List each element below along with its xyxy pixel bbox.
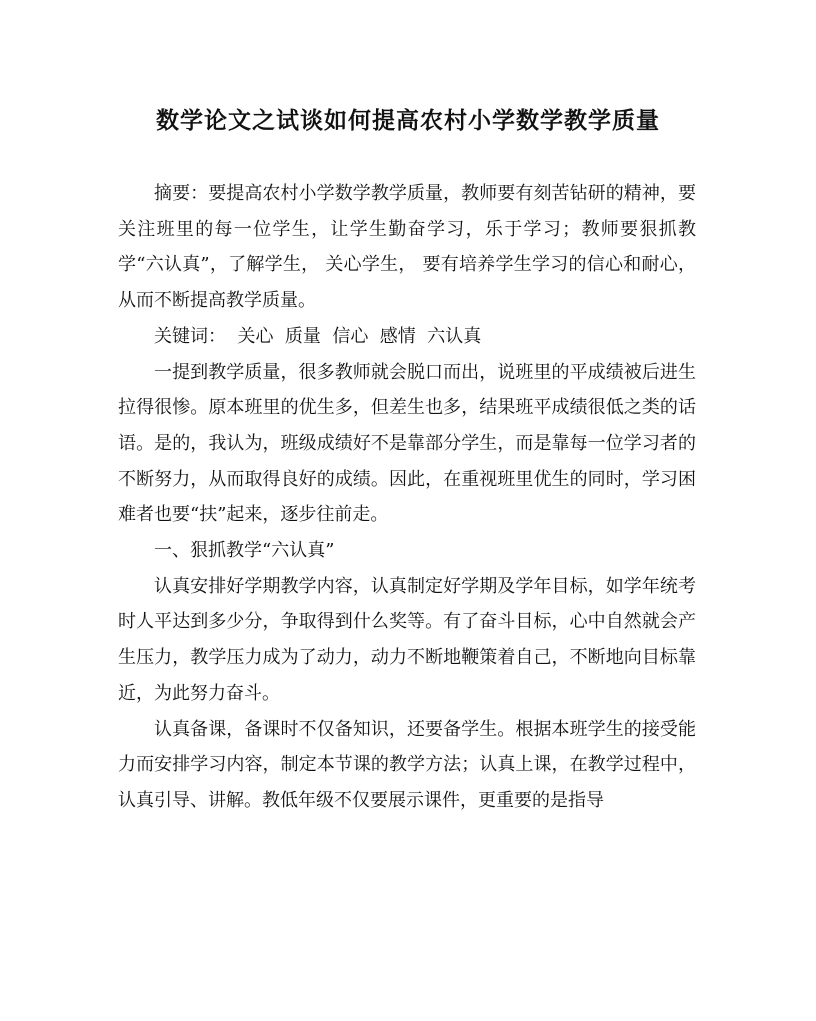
body-paragraph-2: 认真备课，备课时不仅备知识，还要备学生。根据本班学生的接受能力而安排学习内容，制定本节课的教学方法；认真上课，在教学过程中，认真引导、讲解。教低年级不仅要展示课件，更重要的是指导	[118, 718, 696, 811]
body-paragraph-1: 认真安排好学期教学内容，认真制定好学期及学年目标，如学年统考时人平达到多少分，争取得到什么奖等。有了奋斗目标，心中自然就会产生压力，教学压力成为了动力，动力不断地鞭策着自己，不断地向目标靠近，为此努力奋斗。	[118, 575, 696, 704]
abstract-paragraph: 摘要：要提高农村小学数学教学质量，教师要有刻苦钻研的精神，要关注班里的每一位学生，让学生勤奋学习，乐于学习；教师要狠抓教学“六认真”，了解学生， 关心学生， 要有培养学生学习的信心和耐心，从而不断提高教学质量。	[118, 183, 696, 312]
keywords-paragraph: 关键词： 关心 质量 信心 感情 六认真	[154, 325, 482, 347]
section-heading-1: 一、狠抓教学“六认真”	[154, 540, 335, 562]
document-body	[118, 176, 696, 819]
intro-paragraph: 一提到教学质量，很多教师就会脱口而出，说班里的平成绩被后进生拉得很惨。原本班里的优生多，但差生也多，结果班平成绩很低之类的话语。是的，我认为，班级成绩好不是靠部分学生，而是靠每一位学习者的不断努力，从而取得良好的成绩。因此，在重视班里优生的同时，学习困难者也要“扶”起来，逐步往前走。	[118, 361, 696, 526]
document-title: 数学论文之试谈如何提高农村小学数学教学质量	[156, 107, 660, 134]
